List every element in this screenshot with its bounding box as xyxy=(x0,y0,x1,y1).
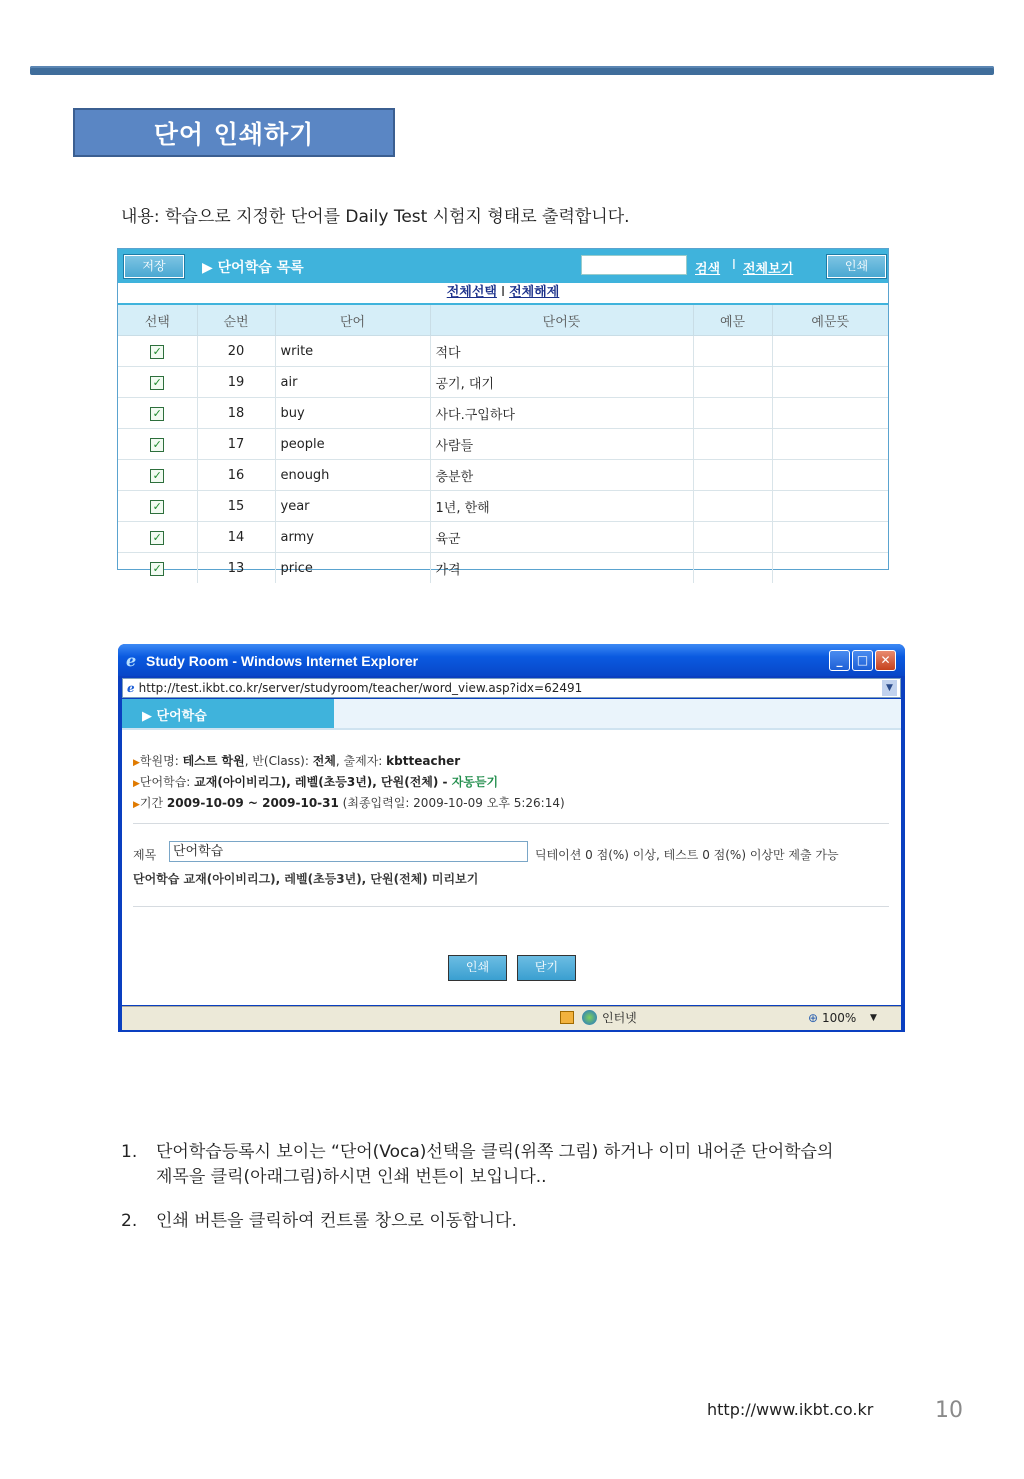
row-example xyxy=(693,398,772,429)
header-word: 단어 xyxy=(275,305,430,336)
row-meaning: 육군 xyxy=(430,522,693,553)
divider xyxy=(133,823,889,824)
row-meaning: 공기, 대기 xyxy=(430,367,693,398)
row-number: 14 xyxy=(197,522,275,553)
row-word: enough xyxy=(275,460,430,491)
row-example-meaning xyxy=(772,491,888,522)
row-example xyxy=(693,367,772,398)
row-number: 16 xyxy=(197,460,275,491)
step-text: 인쇄 버튼을 클릭하여 컨트롤 창으로 이동합니다. xyxy=(156,1211,517,1231)
subject-label: 제목 xyxy=(133,848,157,862)
checkbox[interactable]: ✓ xyxy=(150,500,164,514)
table-row xyxy=(118,460,888,491)
row-example-meaning xyxy=(772,522,888,553)
select-all-link[interactable]: 전체선택 xyxy=(446,285,497,300)
word-list-panel xyxy=(117,248,889,578)
header-select: 선택 xyxy=(118,305,197,336)
tab-word-study[interactable] xyxy=(122,699,334,728)
chevron-down-icon[interactable]: ▼ xyxy=(870,1013,877,1023)
bullet-icon: ▶ xyxy=(133,800,140,810)
row-word: write xyxy=(275,336,430,367)
subject-field[interactable]: 단어학습 xyxy=(169,841,528,862)
row-word: people xyxy=(275,429,430,460)
checkbox[interactable]: ✓ xyxy=(150,469,164,483)
ie-window xyxy=(118,644,905,1032)
row-number: 20 xyxy=(197,336,275,367)
row-example-meaning xyxy=(772,367,888,398)
maximize-button[interactable]: □ xyxy=(852,650,873,671)
table-row xyxy=(118,336,888,367)
tab-label: ▶ 단어학습 xyxy=(142,709,207,724)
row-meaning: 사다.구입하다 xyxy=(430,398,693,429)
preview-link[interactable]: 단어학습 교재(아이비리그), 레벨(초등3년), 단원(전체) 미리보기 xyxy=(133,872,479,886)
info-period: ▶기간 2009-10-09 ~ 2009-10-31 (최종입력일: 2009-10-09 오후 5:26:14) xyxy=(133,796,565,810)
globe-icon xyxy=(582,1010,597,1025)
row-example xyxy=(693,522,772,553)
checkbox[interactable]: ✓ xyxy=(150,407,164,421)
divider xyxy=(133,906,889,907)
row-number: 18 xyxy=(197,398,275,429)
intro-text: 내용: 학습으로 지정한 단어를 Daily Test 시험지 형태로 출력합니다. xyxy=(121,207,630,227)
header-meaning: 단어뜻 xyxy=(430,305,693,336)
separator: I xyxy=(732,258,736,273)
bullet-icon: ▶ xyxy=(133,779,140,789)
security-icon xyxy=(560,1011,574,1024)
checkbox[interactable]: ✓ xyxy=(150,345,164,359)
bullet-icon: ▶ xyxy=(133,758,140,768)
row-meaning: 가격 xyxy=(430,553,693,584)
close-window-button[interactable]: ✕ xyxy=(875,650,896,671)
row-number: 17 xyxy=(197,429,275,460)
table-row xyxy=(118,398,888,429)
page-icon: ℯ xyxy=(127,681,135,695)
row-meaning: 충분한 xyxy=(430,460,693,491)
row-example xyxy=(693,553,772,584)
window-content xyxy=(122,699,901,1005)
row-word: price xyxy=(275,553,430,584)
print-button[interactable]: 인쇄 xyxy=(448,955,507,981)
section-title: 단어 인쇄하기 xyxy=(73,108,395,157)
top-rule xyxy=(30,66,994,75)
zoom-icon: ⊕ xyxy=(808,1011,819,1025)
close-button[interactable]: 닫기 xyxy=(517,955,576,981)
row-word: army xyxy=(275,522,430,553)
save-button[interactable]: 저장 xyxy=(124,255,184,278)
row-number: 13 xyxy=(197,553,275,584)
search-link[interactable]: 검색 xyxy=(695,262,721,277)
tab-strip xyxy=(122,699,901,730)
row-meaning: 적다 xyxy=(430,336,693,367)
separator: I xyxy=(501,285,505,300)
row-example xyxy=(693,429,772,460)
row-example xyxy=(693,336,772,367)
print-button[interactable]: 인쇄 xyxy=(827,255,886,278)
zoom-level[interactable]: 100% xyxy=(822,1011,857,1025)
checkbox[interactable]: ✓ xyxy=(150,376,164,390)
page-number: 10 xyxy=(935,1398,963,1423)
status-bar xyxy=(122,1006,901,1030)
address-bar[interactable] xyxy=(122,678,901,698)
view-all-link[interactable]: 전체보기 xyxy=(743,262,794,277)
panel-title: ▶ 단어학습 목록 xyxy=(202,260,304,276)
row-example-meaning xyxy=(772,460,888,491)
checkbox[interactable]: ✓ xyxy=(150,438,164,452)
checkbox[interactable]: ✓ xyxy=(150,531,164,545)
status-zone: 인터넷 xyxy=(602,1011,637,1025)
table-row xyxy=(118,522,888,553)
row-number: 15 xyxy=(197,491,275,522)
step-text: 단어학습등록시 보이는 “단어(Voca)선택을 클릭(위쪽 그림) 하거나 이미 내어준 단어학습의 xyxy=(156,1142,834,1162)
window-titlebar[interactable] xyxy=(118,644,905,676)
row-word: buy xyxy=(275,398,430,429)
row-word: year xyxy=(275,491,430,522)
row-example-meaning xyxy=(772,553,888,584)
select-row xyxy=(118,283,888,305)
table-row xyxy=(118,553,888,584)
header-number: 순번 xyxy=(197,305,275,336)
row-meaning: 사람들 xyxy=(430,429,693,460)
search-input[interactable] xyxy=(581,255,687,275)
step-number: 1. xyxy=(121,1142,138,1162)
row-number: 19 xyxy=(197,367,275,398)
step-text: 제목을 클릭(아래그림)하시면 인쇄 번튼이 보입니다.. xyxy=(156,1167,547,1187)
row-meaning: 1년, 한해 xyxy=(430,491,693,522)
row-word: air xyxy=(275,367,430,398)
row-example xyxy=(693,491,772,522)
row-example-meaning xyxy=(772,398,888,429)
table-row xyxy=(118,429,888,460)
footer-url[interactable]: http://www.ikbt.co.kr xyxy=(707,1400,874,1419)
row-example-meaning xyxy=(772,429,888,460)
condition-text: 딕테이션 0 점(%) 이상, 테스트 0 점(%) 이상만 제출 가능 xyxy=(535,848,839,862)
address-text: http://test.ikbt.co.kr/server/studyroom/teacher/word_view.asp?idx=62491 xyxy=(138,681,583,695)
row-example xyxy=(693,460,772,491)
panel-toolbar xyxy=(118,249,888,283)
step-number: 2. xyxy=(121,1211,138,1231)
table-row xyxy=(118,491,888,522)
info-academy: ▶학원명: 테스트 학원, 반(Class): 전체, 출제자: kbtteacher xyxy=(133,754,461,768)
info-study: ▶단어학습: 교재(아이비리그), 레벨(초등3년), 단원(전체) - 자동듣기 xyxy=(133,775,499,789)
checkbox[interactable]: ✓ xyxy=(150,562,164,576)
header-example: 예문 xyxy=(693,305,772,336)
word-table xyxy=(118,305,888,583)
ie-logo-icon: ℯ xyxy=(126,651,137,670)
header-example-meaning: 예문뜻 xyxy=(772,305,888,336)
auto-listen-link[interactable]: 자동듣기 xyxy=(451,775,499,789)
window-title: Study Room - Windows Internet Explorer xyxy=(146,653,419,669)
minimize-button[interactable]: _ xyxy=(829,650,850,671)
table-row xyxy=(118,367,888,398)
table-header-row xyxy=(118,305,888,336)
deselect-all-link[interactable]: 전체해제 xyxy=(509,285,560,300)
chevron-down-icon[interactable]: ▼ xyxy=(882,680,897,696)
row-example-meaning xyxy=(772,336,888,367)
